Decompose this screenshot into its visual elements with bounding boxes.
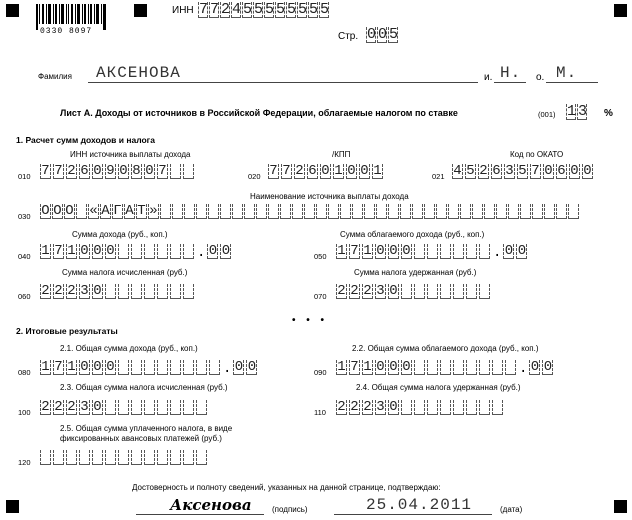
line-code-030: 030	[18, 212, 31, 221]
digit-cell[interactable]	[172, 204, 183, 219]
digit-cell[interactable]	[414, 400, 425, 415]
corner-marker	[6, 500, 19, 513]
digit-cell[interactable]: 2	[54, 283, 63, 299]
digit-cell[interactable]	[157, 360, 168, 375]
digit-cell[interactable]: 6	[308, 163, 317, 179]
digit-cell[interactable]	[292, 204, 303, 219]
digit-cell[interactable]: О	[41, 203, 50, 219]
digit-cell[interactable]	[453, 284, 464, 299]
signature[interactable]: Аксенова	[170, 496, 252, 514]
decimal-point: .	[493, 245, 502, 261]
digit-cell[interactable]	[144, 244, 155, 259]
digit-cell[interactable]	[340, 204, 351, 219]
digit-cell[interactable]: 7	[350, 359, 359, 375]
digit-cell[interactable]	[440, 400, 451, 415]
digit-cell[interactable]: 2	[41, 399, 50, 415]
digit-cell[interactable]	[280, 204, 291, 219]
digit-cell[interactable]: 0	[389, 399, 398, 415]
digit-cell[interactable]	[496, 204, 507, 219]
digit-cell[interactable]	[412, 204, 423, 219]
digit-cell[interactable]: 2	[67, 399, 76, 415]
digit-cell[interactable]: 2	[350, 283, 359, 299]
advance-tax-label-2: фиксированных авансовых платежей (руб.)	[60, 434, 222, 443]
digit-cell[interactable]	[427, 244, 438, 259]
digit-cell[interactable]: 2	[350, 399, 359, 415]
kpp-label: /КПП	[332, 150, 351, 159]
digit-cell[interactable]	[196, 450, 207, 465]
digit-cell[interactable]	[479, 360, 490, 375]
digit-cell[interactable]	[388, 204, 399, 219]
percent-sign: %	[604, 108, 613, 119]
tax-withheld-cells[interactable]	[336, 284, 492, 299]
corner-marker	[614, 500, 627, 513]
digit-cell[interactable]: 1	[337, 359, 346, 375]
total-tax-calculated-label: 2.3. Общая сумма налога исчисленная (руб.)	[60, 383, 228, 392]
digit-cell[interactable]: 0	[321, 163, 330, 179]
digit-cell[interactable]	[118, 284, 129, 299]
page-label: Стр.	[338, 31, 359, 42]
digit-cell[interactable]	[427, 284, 438, 299]
digit-cell[interactable]	[144, 450, 155, 465]
digit-cell[interactable]	[414, 360, 425, 375]
name-initial-value[interactable]: Н.	[500, 64, 522, 82]
digit-cell[interactable]	[460, 204, 471, 219]
digit-cell[interactable]	[170, 164, 181, 179]
digit-cell[interactable]: 2	[67, 163, 76, 179]
digit-cell[interactable]	[256, 204, 267, 219]
taxable-cells[interactable]	[336, 244, 529, 259]
section1-title: 1. Расчет сумм доходов и налога	[16, 135, 155, 145]
total-tax-withheld-cells[interactable]	[336, 400, 505, 415]
digit-cell[interactable]	[376, 204, 387, 219]
inn-label: ИНН	[172, 5, 194, 16]
digit-cell[interactable]: 0	[347, 163, 356, 179]
digit-cell[interactable]	[544, 204, 555, 219]
digit-cell[interactable]	[427, 360, 438, 375]
digit-cell[interactable]	[66, 450, 77, 465]
digit-cell[interactable]	[196, 400, 207, 415]
digit-cell[interactable]: 5	[389, 26, 399, 43]
digit-cell[interactable]: 1	[363, 359, 372, 375]
taxable-label: Сумма облагаемого дохода (руб., коп.)	[340, 230, 485, 239]
kopeck-cell[interactable]: 0	[517, 243, 527, 259]
digit-cell[interactable]: 0	[93, 359, 102, 375]
digit-cell[interactable]	[352, 204, 363, 219]
kopeck-cell[interactable]: 0	[504, 243, 514, 259]
corner-marker	[6, 4, 19, 17]
digit-cell[interactable]: 7	[54, 243, 63, 259]
rate-code: (001)	[538, 110, 556, 119]
digit-cell[interactable]	[170, 244, 181, 259]
digit-cell[interactable]	[131, 360, 142, 375]
digit-cell[interactable]	[170, 400, 181, 415]
digit-cell[interactable]: 2	[363, 399, 372, 415]
digit-cell[interactable]	[131, 400, 142, 415]
digit-cell[interactable]	[183, 284, 194, 299]
digit-cell[interactable]	[479, 244, 490, 259]
corner-marker	[614, 4, 627, 17]
digit-cell[interactable]: 0	[376, 359, 385, 375]
digit-cell[interactable]	[157, 400, 168, 415]
digit-cell[interactable]: 5	[298, 1, 308, 18]
digit-cell[interactable]	[183, 164, 194, 179]
digit-cell[interactable]	[157, 244, 168, 259]
digit-cell[interactable]	[170, 450, 181, 465]
digit-cell[interactable]: 7	[531, 163, 540, 179]
inn-source-label: ИНН источника выплаты дохода	[70, 150, 191, 159]
digit-cell[interactable]: А	[101, 203, 110, 219]
digit-cell[interactable]	[401, 400, 412, 415]
digit-cell[interactable]: Г	[113, 203, 122, 219]
corner-marker	[134, 4, 147, 17]
digit-cell[interactable]	[105, 400, 116, 415]
digit-cell[interactable]	[53, 450, 64, 465]
total-taxable-label: 2.2. Общая сумма облагаемого дохода (руб., коп.)	[352, 344, 539, 353]
ellipsis-separator: • • •	[292, 315, 329, 326]
digit-cell[interactable]: 0	[360, 163, 369, 179]
digit-cell[interactable]: 0	[544, 163, 553, 179]
digit-cell[interactable]: 0	[402, 359, 411, 375]
digit-cell[interactable]: 0	[378, 26, 388, 43]
line-code-020: 020	[248, 172, 261, 181]
kopeck-cell[interactable]: 0	[247, 359, 257, 375]
tax-calculated-cells[interactable]	[40, 284, 196, 299]
barcode-number: 0330 8097	[40, 27, 93, 36]
kopeck-cell[interactable]: 0	[208, 243, 218, 259]
digit-cell[interactable]	[131, 284, 142, 299]
digit-cell[interactable]: 7	[282, 163, 291, 179]
total-tax-withheld-label: 2.4. Общая сумма налога удержанная (руб.)	[356, 383, 521, 392]
digit-cell[interactable]	[427, 400, 438, 415]
digit-cell[interactable]	[118, 360, 129, 375]
source-name-cells[interactable]	[40, 204, 580, 219]
digit-cell[interactable]: 5	[287, 1, 297, 18]
digit-cell[interactable]: 6	[80, 163, 89, 179]
digit-cell[interactable]: 0	[93, 283, 102, 299]
digit-cell[interactable]: 5	[265, 1, 275, 18]
kpp-cells[interactable]	[268, 164, 385, 179]
name-initial-underline	[494, 82, 526, 83]
digit-cell[interactable]: 5	[518, 163, 527, 179]
digit-cell[interactable]: 5	[466, 163, 475, 179]
patronymic-initial-label: о.	[536, 72, 545, 83]
surname-value[interactable]: АКСЕНОВА	[96, 64, 181, 82]
digit-cell[interactable]	[170, 284, 181, 299]
tax-withheld-label: Сумма налога удержанная (руб.)	[354, 268, 477, 277]
digit-cell[interactable]: 8	[132, 163, 141, 179]
digit-cell[interactable]	[453, 244, 464, 259]
digit-cell[interactable]: 4	[232, 1, 242, 18]
digit-cell[interactable]: 0	[80, 359, 89, 375]
digit-cell[interactable]: 7	[158, 163, 167, 179]
digit-cell[interactable]: 2	[295, 163, 304, 179]
patronymic-initial-value[interactable]: М.	[556, 64, 578, 82]
digit-cell[interactable]	[170, 360, 181, 375]
signing-date[interactable]: 25.04.2011	[366, 496, 473, 514]
digit-cell[interactable]	[440, 244, 451, 259]
line-code-060: 060	[18, 292, 31, 301]
digit-cell[interactable]	[268, 204, 279, 219]
section2-title: 2. Итоговые результаты	[16, 326, 118, 336]
digit-cell[interactable]	[479, 400, 490, 415]
digit-cell[interactable]	[105, 284, 116, 299]
line-code-070: 070	[314, 292, 327, 301]
digit-cell[interactable]	[466, 400, 477, 415]
digit-cell[interactable]	[76, 204, 87, 219]
signature-line	[136, 514, 264, 515]
digit-cell[interactable]	[492, 360, 503, 375]
total-taxable-cells[interactable]	[336, 360, 555, 375]
kopeck-cell[interactable]: 0	[543, 359, 553, 375]
rate-cells[interactable]	[566, 104, 588, 120]
decimal-point: .	[519, 361, 528, 377]
date-label: (дата)	[500, 505, 523, 514]
digit-cell[interactable]	[160, 204, 171, 219]
digit-cell[interactable]: 1	[363, 243, 372, 259]
digit-cell[interactable]	[131, 450, 142, 465]
page-cells[interactable]	[366, 27, 399, 43]
inn-cells[interactable]	[198, 2, 330, 18]
digit-cell[interactable]: 7	[269, 163, 278, 179]
digit-cell[interactable]	[144, 284, 155, 299]
kopeck-cell[interactable]: 0	[221, 243, 231, 259]
digit-cell[interactable]	[183, 400, 194, 415]
line-code-021: 021	[432, 172, 445, 181]
digit-cell[interactable]: 9	[106, 163, 115, 179]
digit-cell[interactable]: 0	[389, 283, 398, 299]
digit-cell[interactable]: 0	[80, 243, 89, 259]
digit-cell[interactable]: 0	[376, 243, 385, 259]
digit-cell[interactable]	[40, 450, 51, 465]
digit-cell[interactable]: 6	[492, 163, 501, 179]
line-code-110: 110	[314, 408, 326, 417]
digit-cell[interactable]	[466, 284, 477, 299]
digit-cell[interactable]: 1	[67, 359, 76, 375]
digit-cell[interactable]	[414, 244, 425, 259]
digit-cell[interactable]: «	[89, 203, 98, 219]
digit-cell[interactable]	[244, 204, 255, 219]
digit-cell[interactable]: 1	[373, 163, 382, 179]
digit-cell[interactable]	[556, 204, 567, 219]
digit-cell[interactable]	[220, 204, 231, 219]
total-tax-calculated-cells[interactable]	[40, 400, 209, 415]
digit-cell[interactable]	[484, 204, 495, 219]
okato-label: Код по ОКАТО	[510, 150, 564, 159]
digit-cell[interactable]: »	[149, 203, 158, 219]
digit-cell[interactable]: 1	[41, 359, 50, 375]
digit-cell[interactable]: 2	[221, 1, 231, 18]
digit-cell[interactable]	[184, 204, 195, 219]
digit-cell[interactable]: 3	[376, 283, 385, 299]
digit-cell[interactable]: 1	[67, 243, 76, 259]
digit-cell[interactable]: 0	[106, 243, 115, 259]
digit-cell[interactable]	[131, 244, 142, 259]
digit-cell[interactable]: 0	[145, 163, 154, 179]
line-code-010: 010	[18, 172, 31, 181]
digit-cell[interactable]	[196, 204, 207, 219]
digit-cell[interactable]: О	[53, 203, 62, 219]
digit-cell[interactable]: 7	[41, 163, 50, 179]
digit-cell[interactable]	[364, 204, 375, 219]
digit-cell[interactable]	[157, 450, 168, 465]
digit-cell[interactable]: 3	[80, 399, 89, 415]
digit-cell[interactable]	[209, 360, 220, 375]
digit-cell[interactable]: 0	[119, 163, 128, 179]
digit-cell[interactable]: Т	[137, 203, 146, 219]
line-code-090: 090	[314, 368, 327, 377]
digit-cell[interactable]	[208, 204, 219, 219]
inn-source-cells[interactable]	[40, 164, 196, 179]
digit-cell[interactable]	[508, 204, 519, 219]
digit-cell[interactable]	[436, 204, 447, 219]
digit-cell[interactable]: 7	[54, 163, 63, 179]
digit-cell[interactable]	[492, 400, 503, 415]
digit-cell[interactable]: 5	[243, 1, 253, 18]
decimal-point: .	[223, 361, 232, 377]
digit-cell[interactable]	[520, 204, 531, 219]
line-code-040: 040	[18, 252, 31, 261]
digit-cell[interactable]: 2	[363, 283, 372, 299]
date-line	[334, 514, 492, 515]
digit-cell[interactable]: 2	[54, 399, 63, 415]
digit-cell[interactable]: 5	[320, 1, 330, 18]
digit-cell[interactable]	[118, 244, 129, 259]
patronymic-initial-underline	[546, 82, 598, 83]
digit-cell[interactable]: 0	[389, 359, 398, 375]
digit-cell[interactable]	[144, 360, 155, 375]
digit-cell[interactable]	[232, 204, 243, 219]
digit-cell[interactable]: 2	[479, 163, 488, 179]
digit-cell[interactable]: 4	[453, 163, 462, 179]
digit-cell[interactable]: 5	[276, 1, 286, 18]
digit-cell[interactable]	[196, 360, 207, 375]
digit-cell[interactable]: 2	[337, 283, 346, 299]
income-cells[interactable]	[40, 244, 233, 259]
advance-tax-cells[interactable]	[40, 450, 209, 465]
digit-cell[interactable]: 1	[334, 163, 343, 179]
digit-cell[interactable]	[92, 450, 103, 465]
digit-cell[interactable]	[157, 284, 168, 299]
total-income-label: 2.1. Общая сумма дохода (руб., коп.)	[60, 344, 198, 353]
digit-cell[interactable]	[183, 450, 194, 465]
signature-label: (подпись)	[272, 505, 308, 514]
digit-cell[interactable]	[440, 360, 451, 375]
digit-cell[interactable]	[105, 450, 116, 465]
digit-cell[interactable]: О	[65, 203, 74, 219]
digit-cell[interactable]	[304, 204, 315, 219]
digit-cell[interactable]: 7	[350, 243, 359, 259]
digit-cell[interactable]: 0	[570, 163, 579, 179]
decimal-point: .	[197, 245, 206, 261]
confirmation-text: Достоверность и полноту сведений, указанных на данной странице, подтверждаю:	[132, 483, 441, 492]
digit-cell[interactable]: 7	[54, 359, 63, 375]
digit-cell[interactable]: 6	[557, 163, 566, 179]
digit-cell[interactable]	[466, 244, 477, 259]
digit-cell[interactable]: 0	[93, 163, 102, 179]
line-code-050: 050	[314, 252, 327, 261]
line-code-120: 120	[18, 458, 31, 467]
digit-cell[interactable]: 0	[106, 359, 115, 375]
tax-calculated-label: Сумма налога исчисленная (руб.)	[62, 268, 188, 277]
digit-cell[interactable]: 0	[389, 243, 398, 259]
sheet-title: Лист А. Доходы от источников в Российской Федерации, облагаемые налогом по ставке	[60, 108, 458, 118]
digit-cell[interactable]: 2	[67, 283, 76, 299]
surname-label: Фамилия	[38, 72, 72, 81]
digit-cell[interactable]	[118, 400, 129, 415]
digit-cell[interactable]	[414, 284, 425, 299]
digit-cell[interactable]: А	[125, 203, 134, 219]
digit-cell[interactable]	[505, 360, 516, 375]
digit-cell[interactable]	[79, 450, 90, 465]
kopeck-cell[interactable]: 0	[530, 359, 540, 375]
digit-cell[interactable]: 5	[309, 1, 319, 18]
advance-tax-label-1: 2.5. Общая сумма уплаченного налога, в виде	[60, 424, 233, 433]
digit-cell[interactable]	[479, 284, 490, 299]
digit-cell[interactable]	[448, 204, 459, 219]
digit-cell[interactable]: 7	[210, 1, 220, 18]
digit-cell[interactable]	[466, 360, 477, 375]
digit-cell[interactable]	[328, 204, 339, 219]
digit-cell[interactable]: 0	[583, 163, 592, 179]
digit-cell[interactable]: 3	[80, 283, 89, 299]
digit-cell[interactable]	[472, 204, 483, 219]
name-initial-label: и.	[484, 72, 493, 83]
digit-cell[interactable]: 1	[337, 243, 346, 259]
digit-cell[interactable]	[440, 284, 451, 299]
line-code-080: 080	[18, 368, 31, 377]
digit-cell[interactable]: 0	[367, 26, 377, 43]
digit-cell[interactable]	[453, 400, 464, 415]
digit-cell[interactable]: 0	[93, 399, 102, 415]
source-name-label: Наименование источника выплаты дохода	[250, 192, 409, 201]
digit-cell[interactable]: 1	[567, 103, 577, 120]
digit-cell[interactable]	[424, 204, 435, 219]
digit-cell[interactable]	[568, 204, 579, 219]
digit-cell[interactable]: 1	[41, 243, 50, 259]
total-income-cells[interactable]	[40, 360, 259, 375]
digit-cell[interactable]	[401, 284, 412, 299]
digit-cell[interactable]: 3	[578, 103, 588, 120]
digit-cell[interactable]	[316, 204, 327, 219]
digit-cell[interactable]	[400, 204, 411, 219]
digit-cell[interactable]	[144, 400, 155, 415]
digit-cell[interactable]	[118, 450, 129, 465]
digit-cell[interactable]: 3	[376, 399, 385, 415]
digit-cell[interactable]	[183, 244, 194, 259]
kopeck-cell[interactable]: 0	[234, 359, 244, 375]
digit-cell[interactable]	[453, 360, 464, 375]
digit-cell[interactable]	[183, 360, 194, 375]
digit-cell[interactable]: 2	[41, 283, 50, 299]
digit-cell[interactable]: 2	[337, 399, 346, 415]
okato-cells[interactable]	[452, 164, 595, 179]
line-code-100: 100	[18, 408, 31, 417]
digit-cell[interactable]: 3	[505, 163, 514, 179]
surname-underline	[88, 82, 478, 83]
digit-cell[interactable]: 0	[402, 243, 411, 259]
digit-cell[interactable]	[532, 204, 543, 219]
income-label: Сумма дохода (руб., коп.)	[72, 230, 168, 239]
digit-cell[interactable]: 5	[254, 1, 264, 18]
digit-cell[interactable]: 0	[93, 243, 102, 259]
digit-cell[interactable]: 7	[199, 1, 209, 18]
